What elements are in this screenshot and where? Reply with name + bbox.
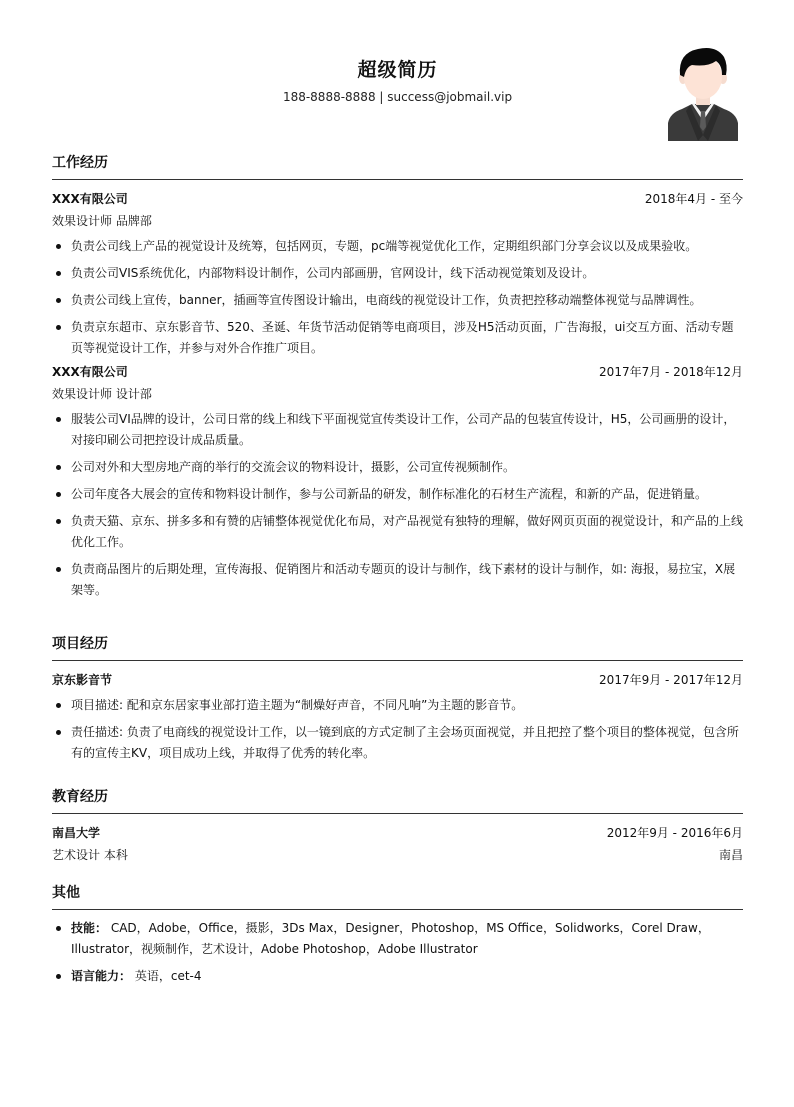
bullet-list	[52, 409, 743, 601]
list-item: 负责天猫、京东、拼多多和有赞的店铺整体视觉优化布局，对产品视觉有独特的理解，做好网页页面的视觉设计，和产品的上线优化工作。	[52, 511, 743, 553]
section-title: 教育经历	[52, 786, 743, 814]
location: 南昌	[718, 848, 743, 862]
work-entry	[52, 361, 743, 601]
skills-value: CAD，Adobe，Office，摄影，3Ds Max，Designer，Photoshop，MS Office，Solidworks，Corel Draw，Illustrator，视频制作，艺术设计，Adobe Photoshop，Adobe Illustrator	[71, 921, 710, 956]
list-item: 责任描述: 负责了电商线的视觉设计工作，以一镜到底的方式定制了主会场页面视觉，并且把控了整个项目的整体视觉，包含所有的宣传主KV，项目成功上线，并取得了优秀的转化率。	[52, 722, 743, 764]
contact-info: 188-8888-8888 | success@jobmail.vip	[282, 90, 513, 104]
skills-label: 技能：	[71, 921, 108, 935]
section-title: 其他	[52, 882, 743, 910]
company-name: XXX有限公司	[52, 365, 128, 379]
work-entry	[52, 188, 743, 359]
education-section	[52, 786, 743, 866]
company-name: XXX有限公司	[52, 192, 128, 206]
list-item: 服装公司VI品牌的设计，公司日常的线上和线下平面视觉宣传类设计工作，公司产品的包装宣传设计，H5，公司画册的设计，对接印刷公司把控设计成品质量。	[52, 409, 743, 451]
project-entry	[52, 669, 743, 764]
job-role: 效果设计师 品牌部	[52, 214, 152, 228]
date-range: 2012年9月 - 2016年6月	[606, 826, 743, 840]
date-range: 2017年9月 - 2017年12月	[599, 673, 743, 687]
list-item: 公司年度各大展会的宣传和物料设计制作，参与公司新品的研发，制作标准化的石材生产流程，和新的产品，促进销量。	[52, 484, 743, 505]
list-item	[52, 966, 743, 987]
project-experience-section	[52, 633, 743, 770]
list-item: 负责公司线上产品的视觉设计及统筹，包括网页，专题，pc端等视觉优化工作，定期组织部门分享会议以及成果验收。	[52, 236, 743, 257]
major-degree: 艺术设计 本科	[52, 848, 128, 862]
date-range: 2018年4月 - 至今	[644, 192, 743, 206]
project-name: 京东影音节	[52, 673, 113, 687]
job-role: 效果设计师 设计部	[52, 387, 152, 401]
bullet-list	[52, 695, 743, 764]
section-title: 项目经历	[52, 633, 743, 661]
list-item	[52, 918, 743, 960]
resume-header	[52, 0, 743, 150]
resume-page	[52, 0, 744, 983]
list-item: 负责京东超市、京东影音节、520、圣诞、年货节活动促销等电商项目，涉及H5活动页面，广告海报，ui交互方面、活动专题页等视觉设计工作，并参与对外合作推广项目。	[52, 317, 743, 359]
list-item: 负责商品图片的后期处理，宣传海报、促销图片和活动专题页的设计与制作，线下素材的设计与制作，如: 海报，易拉宝，X展架等。	[52, 559, 743, 601]
school-name: 南昌大学	[52, 826, 101, 840]
avatar-icon	[668, 45, 738, 141]
date-range: 2017年7月 - 2018年12月	[599, 365, 743, 379]
list-item: 公司对外和大型房地产商的举行的交流会议的物料设计，摄影，公司宣传视频制作。	[52, 457, 743, 478]
list-item: 项目描述: 配和京东居家事业部打造主题为“制燥好声音，不同凡响”为主题的影音节。	[52, 695, 743, 716]
work-experience-section	[52, 152, 743, 607]
bullet-list	[52, 918, 743, 987]
language-label: 语言能力：	[71, 969, 132, 983]
education-entry	[52, 822, 743, 866]
bullet-list	[52, 236, 743, 359]
section-title: 工作经历	[52, 152, 743, 180]
other-section	[52, 882, 743, 993]
resume-name: 超级简历	[357, 59, 438, 81]
list-item: 负责公司VIS系统优化，内部物料设计制作，公司内部画册，官网设计，线下活动视觉策划及设计。	[52, 263, 743, 284]
list-item: 负责公司线上宣传，banner，插画等宣传图设计输出，电商线的视觉设计工作，负责把控移动端整体视觉与品牌调性。	[52, 290, 743, 311]
language-value: 英语，cet-4	[134, 969, 202, 983]
